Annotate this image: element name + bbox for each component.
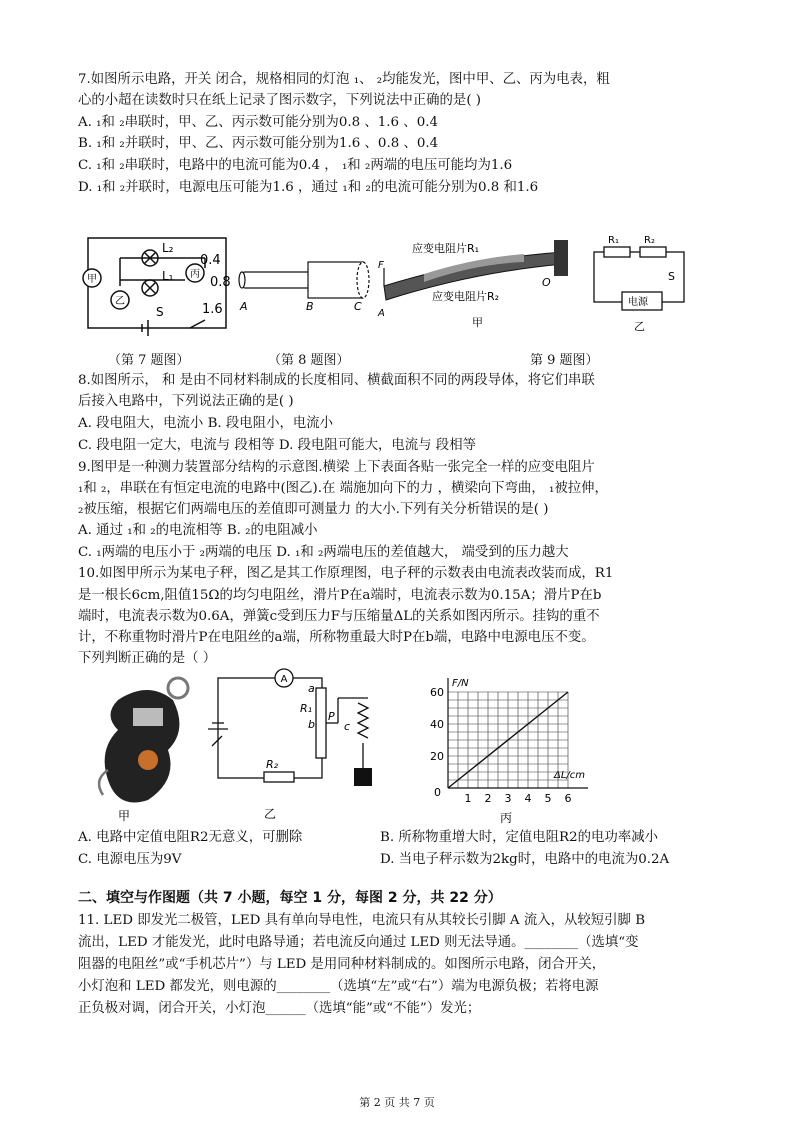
q10-stem-1: 10.如图甲所示为某电子秤，图乙是其工作原理图，电子秤的示数表由电流表改装而成，R1 (78, 566, 614, 581)
fig8-label-c: C (354, 300, 362, 313)
q9-stem-2: ₁和 ₂，串联在有恒定电流的电路中(图乙).在 端施加向下的力 ，横梁向下弯曲， ₁被拉伸， (78, 481, 608, 496)
fig10-label-jia: 甲 (118, 809, 131, 823)
q10-stem-4: 计，不称重物时滑片P在电阻丝的a端，所称物重最大时P在b端，电路中电源电压不变。 (78, 630, 595, 645)
chart-x-tick-label: 2 (484, 792, 492, 805)
q8-stem-1: 8.如图所示， 和 是由不同材料制成的长度相同、横截面积不同的两段导体，将它们串联 (78, 373, 595, 388)
fig7-reading-3: 1.6 (202, 302, 223, 317)
fig9-label-o: O (542, 276, 551, 289)
q9-stem-1: 9.图甲是一种测力装置部分结构的示意图.横梁 上下表面各贴一张完全一样的应变电阻片 (78, 460, 595, 475)
q11-line-3: 阻器的电阻丝”或“手机芯片”）与 LED 是用同种材料制成的。如图所示电路，闭合开关， (78, 957, 606, 972)
fig8-label-a: A (240, 300, 248, 313)
q8-stem-2: 后接入电路中，下列说法正确的是( ) (78, 394, 294, 409)
fig10-label-a: a (308, 682, 315, 695)
fig9-label-a: A (378, 308, 385, 319)
fig10-label-c: c (344, 720, 351, 733)
fig8-label-b: B (306, 300, 314, 313)
q7-option-b: B. ₁和 ₂并联时，甲、乙、丙示数可能分别为1.6 、0.8 、0.4 (78, 136, 439, 151)
chart-y-tick-label: 20 (430, 750, 444, 763)
fig10-label-yi: 乙 (264, 807, 277, 821)
fig10-circuit (208, 668, 408, 828)
fig7-label-s: S (156, 305, 164, 319)
caption-fig9: 第 9 题图） (530, 353, 599, 368)
q8-options-cd: C. 段电阻一定大，电流与 段相等 D. 段电阻可能大，电流与 段相等 (78, 438, 476, 453)
chart-x-tick-label: 6 (564, 792, 572, 805)
fig9-beam (374, 228, 584, 338)
fig7-label-jia: 甲 (87, 274, 97, 285)
q11-line-1: 11. LED 即发光二极管，LED 具有单向导电性，电流只有从其较长引脚 A 流入，从较短引脚 B (78, 913, 646, 928)
fig9-label-R1: R₁ (608, 235, 619, 246)
fig9-label-f: F (378, 260, 384, 271)
q10-option-c: C. 电源电压为9V (78, 852, 182, 867)
fig9-label-r2: 应变电阻片R₂ (432, 290, 500, 303)
q7-option-c: C. ₁和 ₂串联时，电路中的电流可能为0.4 ， ₁和 ₂两端的电压可能均为1.6 (78, 158, 513, 173)
fig8-conductors (238, 258, 378, 318)
caption-fig8: （第 8 题图） (268, 353, 350, 368)
fig7-reading-2: 0.8 (210, 275, 231, 290)
chart-x-tick-label: 3 (504, 792, 512, 805)
q11-line-4: 小灯泡和 LED 都发光，则电源的________（选填“左”或“右”）端为电源负极；若将电源 (78, 979, 599, 994)
caption-fig7: （第 7 题图） (108, 353, 190, 368)
fig9-label-jia: 甲 (472, 316, 483, 329)
q9-options-cd: C. ₁两端的电压小于 ₂两端的电压 D. ₁和 ₂两端电压的差值越大， 端受到的压力越大 (78, 545, 569, 560)
chart-x-tick-label: 4 (524, 792, 532, 805)
fig9-circuit (584, 228, 694, 338)
fig7-circuit (80, 228, 240, 338)
fig7-label-bing: 丙 (190, 269, 200, 280)
fig7-label-l1: L₁ (162, 269, 174, 283)
q10-stem-2: 是一根长6cm,阻值15Ω的均匀电阻丝，滑片P在a端时，电流表示数为0.15A；滑片P在b (78, 588, 602, 603)
fig7-label-yi: 乙 (115, 296, 125, 307)
q10-stem-5: 下列判断正确的是（ ） (78, 651, 217, 666)
fig7-label-l2: L₂ (162, 241, 174, 255)
fig9-label-s: S (668, 270, 675, 283)
q7-option-a: A. ₁和 ₂串联时，甲、乙、丙示数可能分别为0.8 、1.6 、0.4 (78, 115, 438, 130)
q7-stem-1: 7.如图所示电路，开关 闭合，规格相同的灯泡 ₁、 ₂均能发光，图中甲、乙、丙为电表，粗 (78, 72, 610, 87)
q7-stem-2: 心的小超在读数时只在纸上记录了图示数字，下列说法中正确的是( ) (78, 93, 482, 108)
fig9-label-R2: R₂ (644, 235, 655, 246)
fig9-label-yi: 乙 (634, 320, 645, 333)
page-footer: 第 2 页 共 7 页 (359, 1096, 435, 1109)
q10-stem-3: 端时，电流表示数为0.6A，弹簧c受到压力F与压缩量ΔL的关系如图丙所示。挂钩的重不 (78, 609, 600, 624)
fig10-label-r2: R₂ (266, 758, 279, 771)
chart-origin: 0 (434, 786, 441, 799)
fig10-force-chart (420, 672, 600, 832)
fig9-label-source: 电源 (628, 297, 648, 308)
chart-y-tick-label: 40 (430, 718, 444, 731)
fig10-ammeter: A (280, 674, 288, 685)
q11-line-5: 正负极对调，闭合开关，小灯泡______（选填“能”或“不能”）发光； (78, 1001, 481, 1016)
chart-y-tick-label: 60 (430, 686, 444, 699)
chart-ylabel: F/N (452, 678, 469, 689)
q10-option-b: B. 所称物重增大时，定值电阻R2的电功率减小 (380, 830, 658, 845)
q10-option-a: A. 电路中定值电阻R2无意义，可删除 (78, 830, 303, 845)
chart-x-tick-label: 5 (544, 792, 552, 805)
section2-title: 二、填空与作图题（共 7 小题，每空 1 分，每图 2 分，共 22 分） (78, 890, 502, 906)
fig10-label-b: b (308, 718, 315, 731)
fig7-reading-1: 0.4 (200, 253, 221, 268)
fig10-label-bing: 丙 (500, 811, 513, 825)
q10-option-d: D. 当电子秤示数为2kg时，电路中的电流为0.2A (380, 852, 670, 867)
q7-option-d: D. ₁和 ₂并联时，电源电压可能为1.6 ，通过 ₁和 ₂的电流可能分别为0.8 和1.6 (78, 180, 539, 195)
q8-options-ab: A. 段电阻大，电流小 B. 段电阻小，电流小 (78, 416, 334, 431)
fig10-label-r1: R₁ (300, 702, 313, 715)
q9-options-ab: A. 通过 ₁和 ₂的电流相等 B. ₂的电阻减小 (78, 523, 318, 538)
fig9-label-r1: 应变电阻片R₁ (412, 242, 480, 255)
chart-xlabel: ΔL/cm (554, 770, 586, 781)
chart-x-tick-label: 1 (464, 792, 472, 805)
q9-stem-3: ₂被压缩，根据它们两端电压的差值即可测量力 的大小.下列有关分析错误的是( ) (78, 502, 549, 517)
q11-line-2: 流出，LED 才能发光，此时电路导通；若电流反向通过 LED 则无法导通。________（选填“变 (78, 935, 639, 950)
fig10-scale-photo (78, 670, 208, 825)
fig10-label-p: P (328, 710, 335, 723)
